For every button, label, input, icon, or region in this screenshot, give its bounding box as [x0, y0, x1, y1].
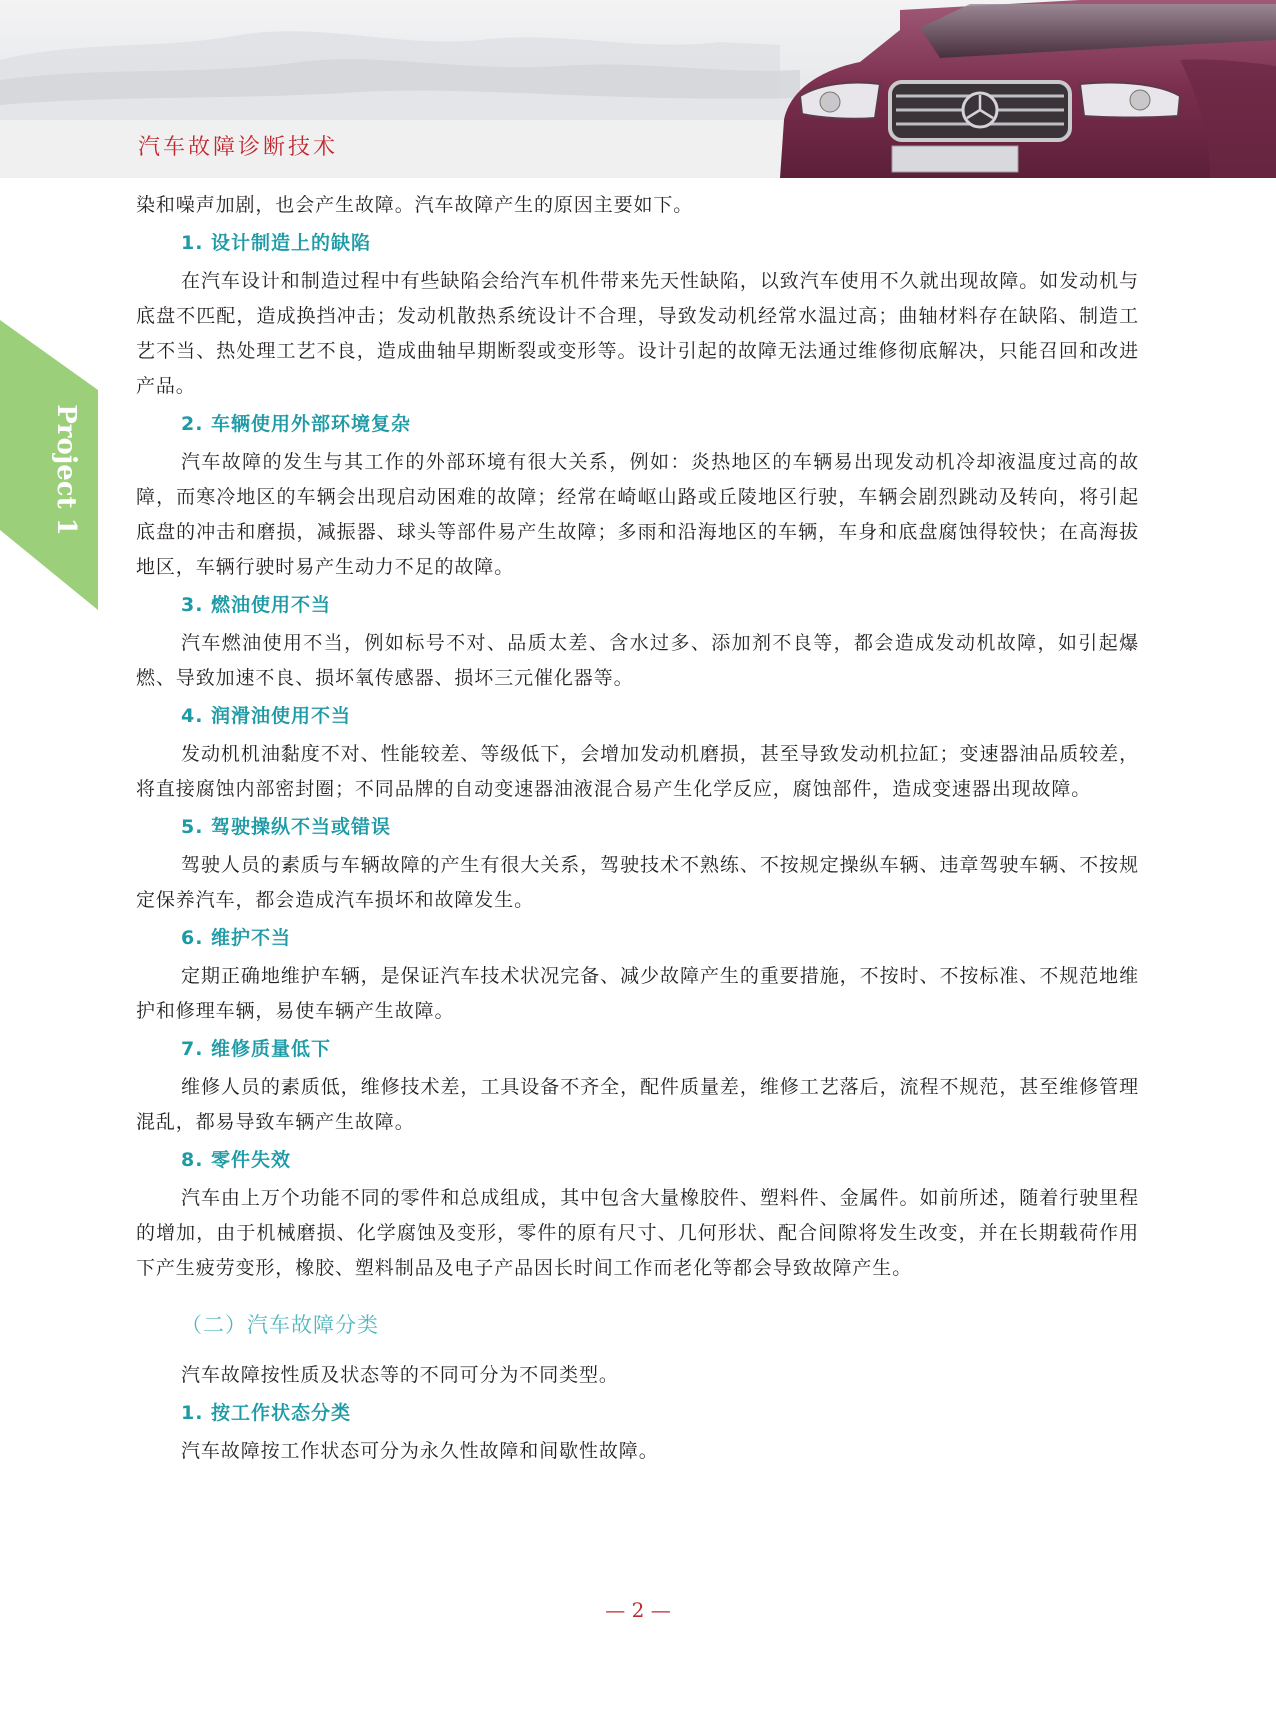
cause-text-3: 汽车燃油使用不当，例如标号不对、品质太差、含水过多、添加剂不良等，都会造成发动机故障，如引起爆燃、导致加速不良、损坏氧传感器、损坏三元催化器等。 — [136, 632, 1139, 689]
section2-intro: 汽车故障按性质及状态等的不同可分为不同类型。 — [181, 1364, 619, 1386]
book-title: 汽车故障诊断技术 — [138, 135, 339, 160]
cause-text-7: 维修人员的素质低，维修技术差，工具设备不齐全，配件质量差，维修工艺落后，流程不规范，甚至维修管理混乱，都易导致车辆产生故障。 — [136, 1076, 1139, 1133]
sub-text-work-state: 汽车故障按工作状态可分为永久性故障和间歇性故障。 — [181, 1440, 659, 1462]
cause-heading-8: 8. 零件失效 — [181, 1149, 292, 1171]
page-header-banner — [0, 0, 1276, 178]
cause-text-6: 定期正确地维护车辆，是保证汽车技术状况完备、减少故障产生的重要措施，不按时、不按标准、不规范地维护和修理车辆，易使车辆产生故障。 — [136, 965, 1139, 1022]
cause-text-1: 在汽车设计和制造过程中有些缺陷会给汽车机件带来先天性缺陷，以致汽车使用不久就出现故障。如发动机与底盘不匹配，造成换挡冲击；发动机散热系统设计不合理，导致发动机经常水温过高；曲轴材料存在缺陷、制造工艺不当、热处理工艺不良，造成曲轴早期断裂或变形等。设计引起的故障无法通过维修彻底解决，只能召回和改进产品。 — [136, 270, 1139, 397]
cause-heading-2: 2. 车辆使用外部环境复杂 — [181, 413, 412, 435]
cause-text-8: 汽车由上万个功能不同的零件和总成组成，其中包含大量橡胶件、塑料件、金属件。如前所述，随着行驶里程的增加，由于机械磨损、化学腐蚀及变形，零件的原有尺寸、几何形状、配合间隙将发生改变，并在长期载荷作用下产生疲劳变形，橡胶、塑料制品及电子产品因长时间工作而老化等都会导致故障产生。 — [136, 1187, 1139, 1279]
cause-text-4: 发动机机油黏度不对、性能较差、等级低下，会增加发动机磨损，甚至导致发动机拉缸；变速器油品质较差，将直接腐蚀内部密封圈；不同品牌的自动变速器油液混合易产生化学反应，腐蚀部件，造成变速器出现故障。 — [136, 743, 1139, 800]
cause-heading-1: 1. 设计制造上的缺陷 — [181, 232, 372, 254]
car-photo-icon — [780, 0, 1276, 178]
cause-text-2: 汽车故障的发生与其工作的外部环境有很大关系，例如：炎热地区的车辆易出现发动机冷却液温度过高的故障，而寒冷地区的车辆会出现启动困难的故障；经常在崎岖山路或丘陵地区行驶，车辆会剧烈跳动及转向，将引起底盘的冲击和磨损，减振器、球头等部件易产生故障；多雨和沿海地区的车辆，车身和底盘腐蚀得较快；在高海拔地区，车辆行驶时易产生动力不足的故障。 — [136, 451, 1139, 578]
sub-heading-work-state: 1. 按工作状态分类 — [181, 1402, 352, 1424]
page-number: — 2 — — [605, 1598, 671, 1622]
cause-text-5: 驾驶人员的素质与车辆故障的产生有很大关系，驾驶技术不熟练、不按规定操纵车辆、违章驾驶车辆、不按规定保养汽车，都会造成汽车损坏和故障发生。 — [136, 854, 1139, 911]
intro-paragraph: 染和噪声加剧，也会产生故障。汽车故障产生的原因主要如下。 — [136, 194, 694, 216]
main-content — [136, 188, 1139, 1469]
section-heading-fault-classification: （二）汽车故障分类 — [181, 1313, 379, 1337]
cause-heading-3: 3. 燃油使用不当 — [181, 594, 332, 616]
project-tab-label-wrapper — [40, 400, 92, 540]
cause-heading-5: 5. 驾驶操纵不当或错误 — [181, 816, 392, 838]
cause-heading-6: 6. 维护不当 — [181, 927, 292, 949]
cause-heading-4: 4. 润滑油使用不当 — [181, 705, 352, 727]
cause-heading-7: 7. 维修质量低下 — [181, 1038, 332, 1060]
project-tab-label: Project 1 — [51, 404, 81, 536]
